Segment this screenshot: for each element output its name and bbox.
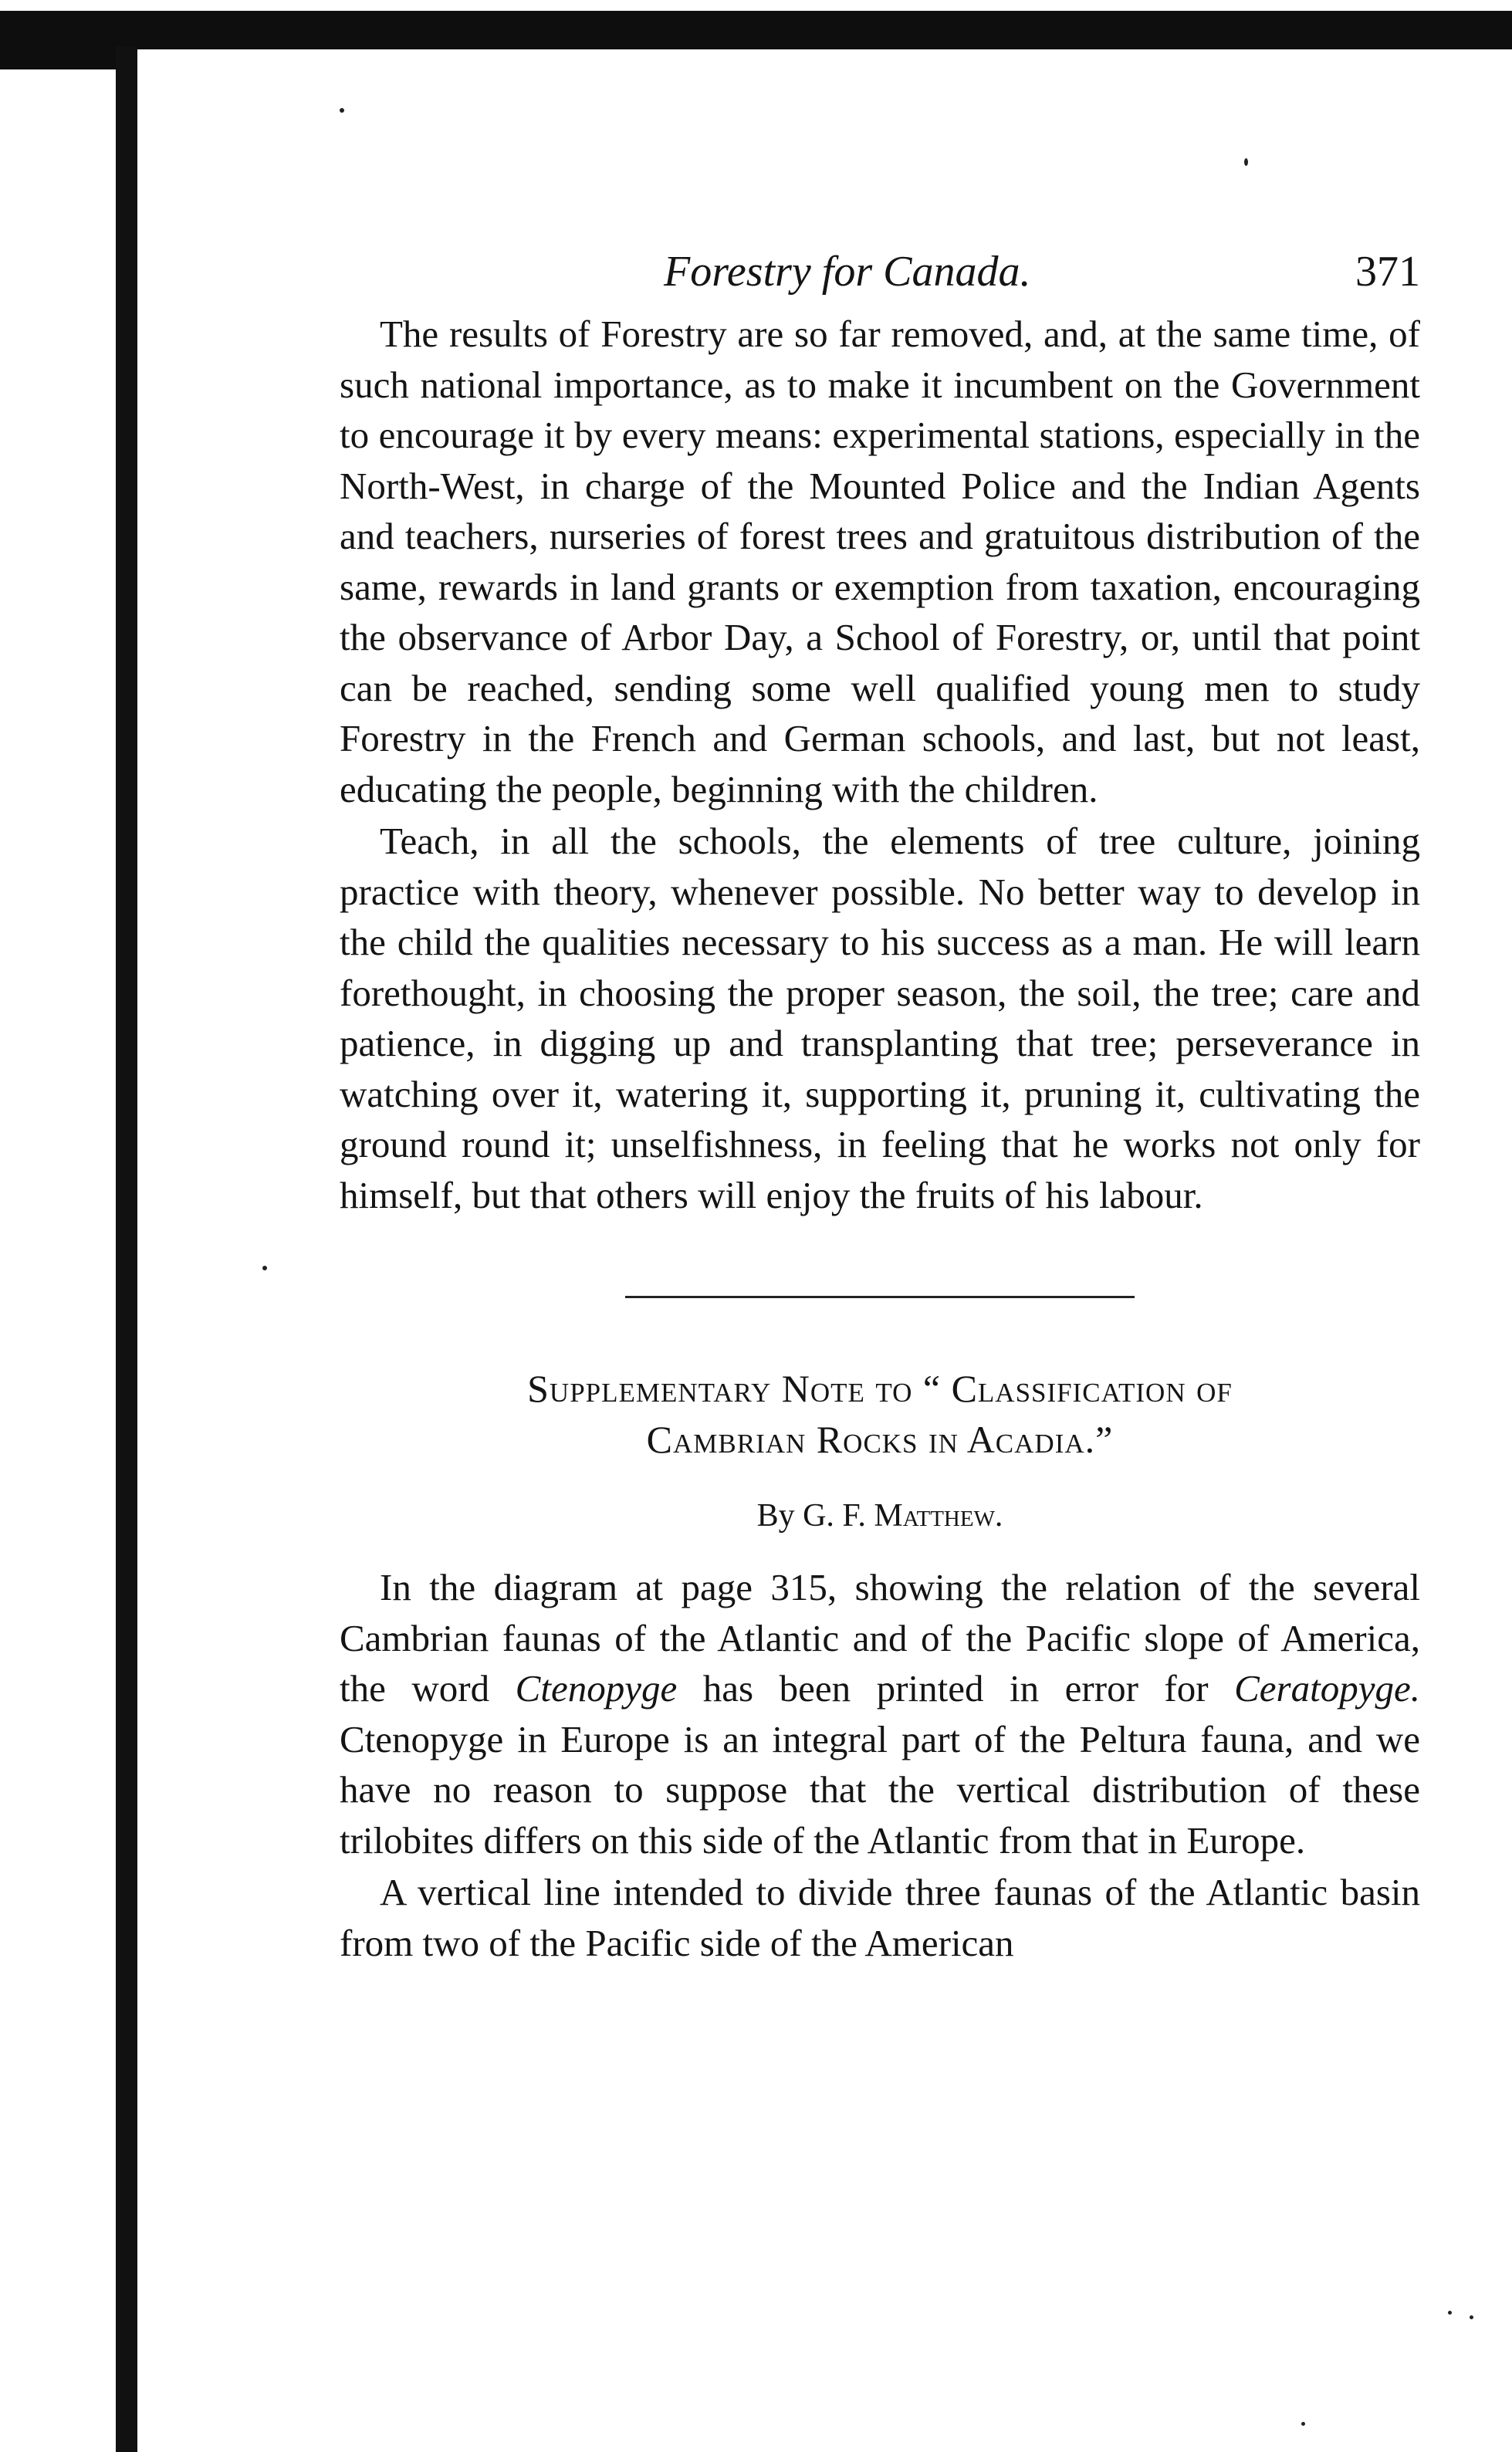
- body-paragraph: Teach, in all the schools, the elements of tree culture, joining practice with theory, whenever possible. No better way to develop in the child the qualities necessary to his success as a man. He will learn forethought, in choosing the proper season, the soil, the tree; care and patience, in digging up and transplanting that tree; perseverance in watching over it, watering it, supporting it, pruning it, cultivating the ground round it; unselfishness, in feeling that he works not only for himself, but that others will enjoy the fruits of his labour.: [340, 820, 1420, 1216]
- article-heading-line: Cambrian Rocks in Acadia.”: [646, 1418, 1114, 1461]
- scan-speck: [1244, 158, 1248, 166]
- scan-binding-edge: [116, 46, 137, 2452]
- body-paragraph: The results of Forestry are so far removed, and, at the same time, of such national importance, as to make it incumbent on the Government to encourage it by every means: experimental stations, especially in the North-West, in charge of the Mounted Police and the Indian Agents and teachers, nurseries of forest trees and gratuitous distribution of the same, rewards in land grants or exemption from taxation, encouraging the observance of Arbor Day, a School of Forestry, or, until that point can be reached, sending some well qualified young men to study Forestry in the French and German schools, and last, but not least, educating the people, beginning with the children.: [340, 313, 1420, 810]
- article-heading-line: Supplementary Note to “ Classification of: [527, 1367, 1233, 1410]
- forestry-article: [340, 309, 1420, 1220]
- scan-speck: [1448, 2311, 1452, 2315]
- scan-speck: [1301, 2422, 1305, 2426]
- running-head: [340, 247, 1420, 309]
- article-heading: [340, 1363, 1420, 1465]
- byline-author: Matthew.: [874, 1498, 1003, 1534]
- scan-speck: [1470, 2315, 1473, 2319]
- section-divider: [625, 1296, 1135, 1298]
- page-content: [340, 247, 1420, 1968]
- running-title: Forestry for Canada.: [664, 248, 1031, 296]
- body-paragraph: [340, 1562, 1420, 1865]
- body-paragraph: A vertical line intended to divide three faunas of the Atlantic basin from two of the Pacific side of the American: [340, 1871, 1420, 1964]
- genus-name: Ctenopyge: [515, 1667, 678, 1710]
- byline: [340, 1493, 1420, 1539]
- genus-name: Ceratopyge.: [1234, 1667, 1420, 1710]
- paragraph-text: has been printed in error for: [677, 1667, 1235, 1710]
- paragraph-text: Ctenopyge in Europe is an integral part of the Peltura fauna, and we have no reason to suppose that the vertical distribution of these trilobites differs on this side of the Atlantic from that in Europe.: [340, 1717, 1420, 1862]
- supplementary-note-article: [340, 1363, 1420, 1968]
- page-number: 371: [1355, 248, 1420, 296]
- byline-prefix: By G. F.: [756, 1498, 874, 1534]
- scan-speck: [262, 1266, 267, 1270]
- paragraph-text: In the diagram at page 315, showing the relation of the several Cambrian faunas of the Atlantic and of the Pacific slope of America, the word: [340, 1566, 1420, 1710]
- scan-speck: [340, 108, 344, 113]
- scan-top-edge: [0, 11, 1512, 49]
